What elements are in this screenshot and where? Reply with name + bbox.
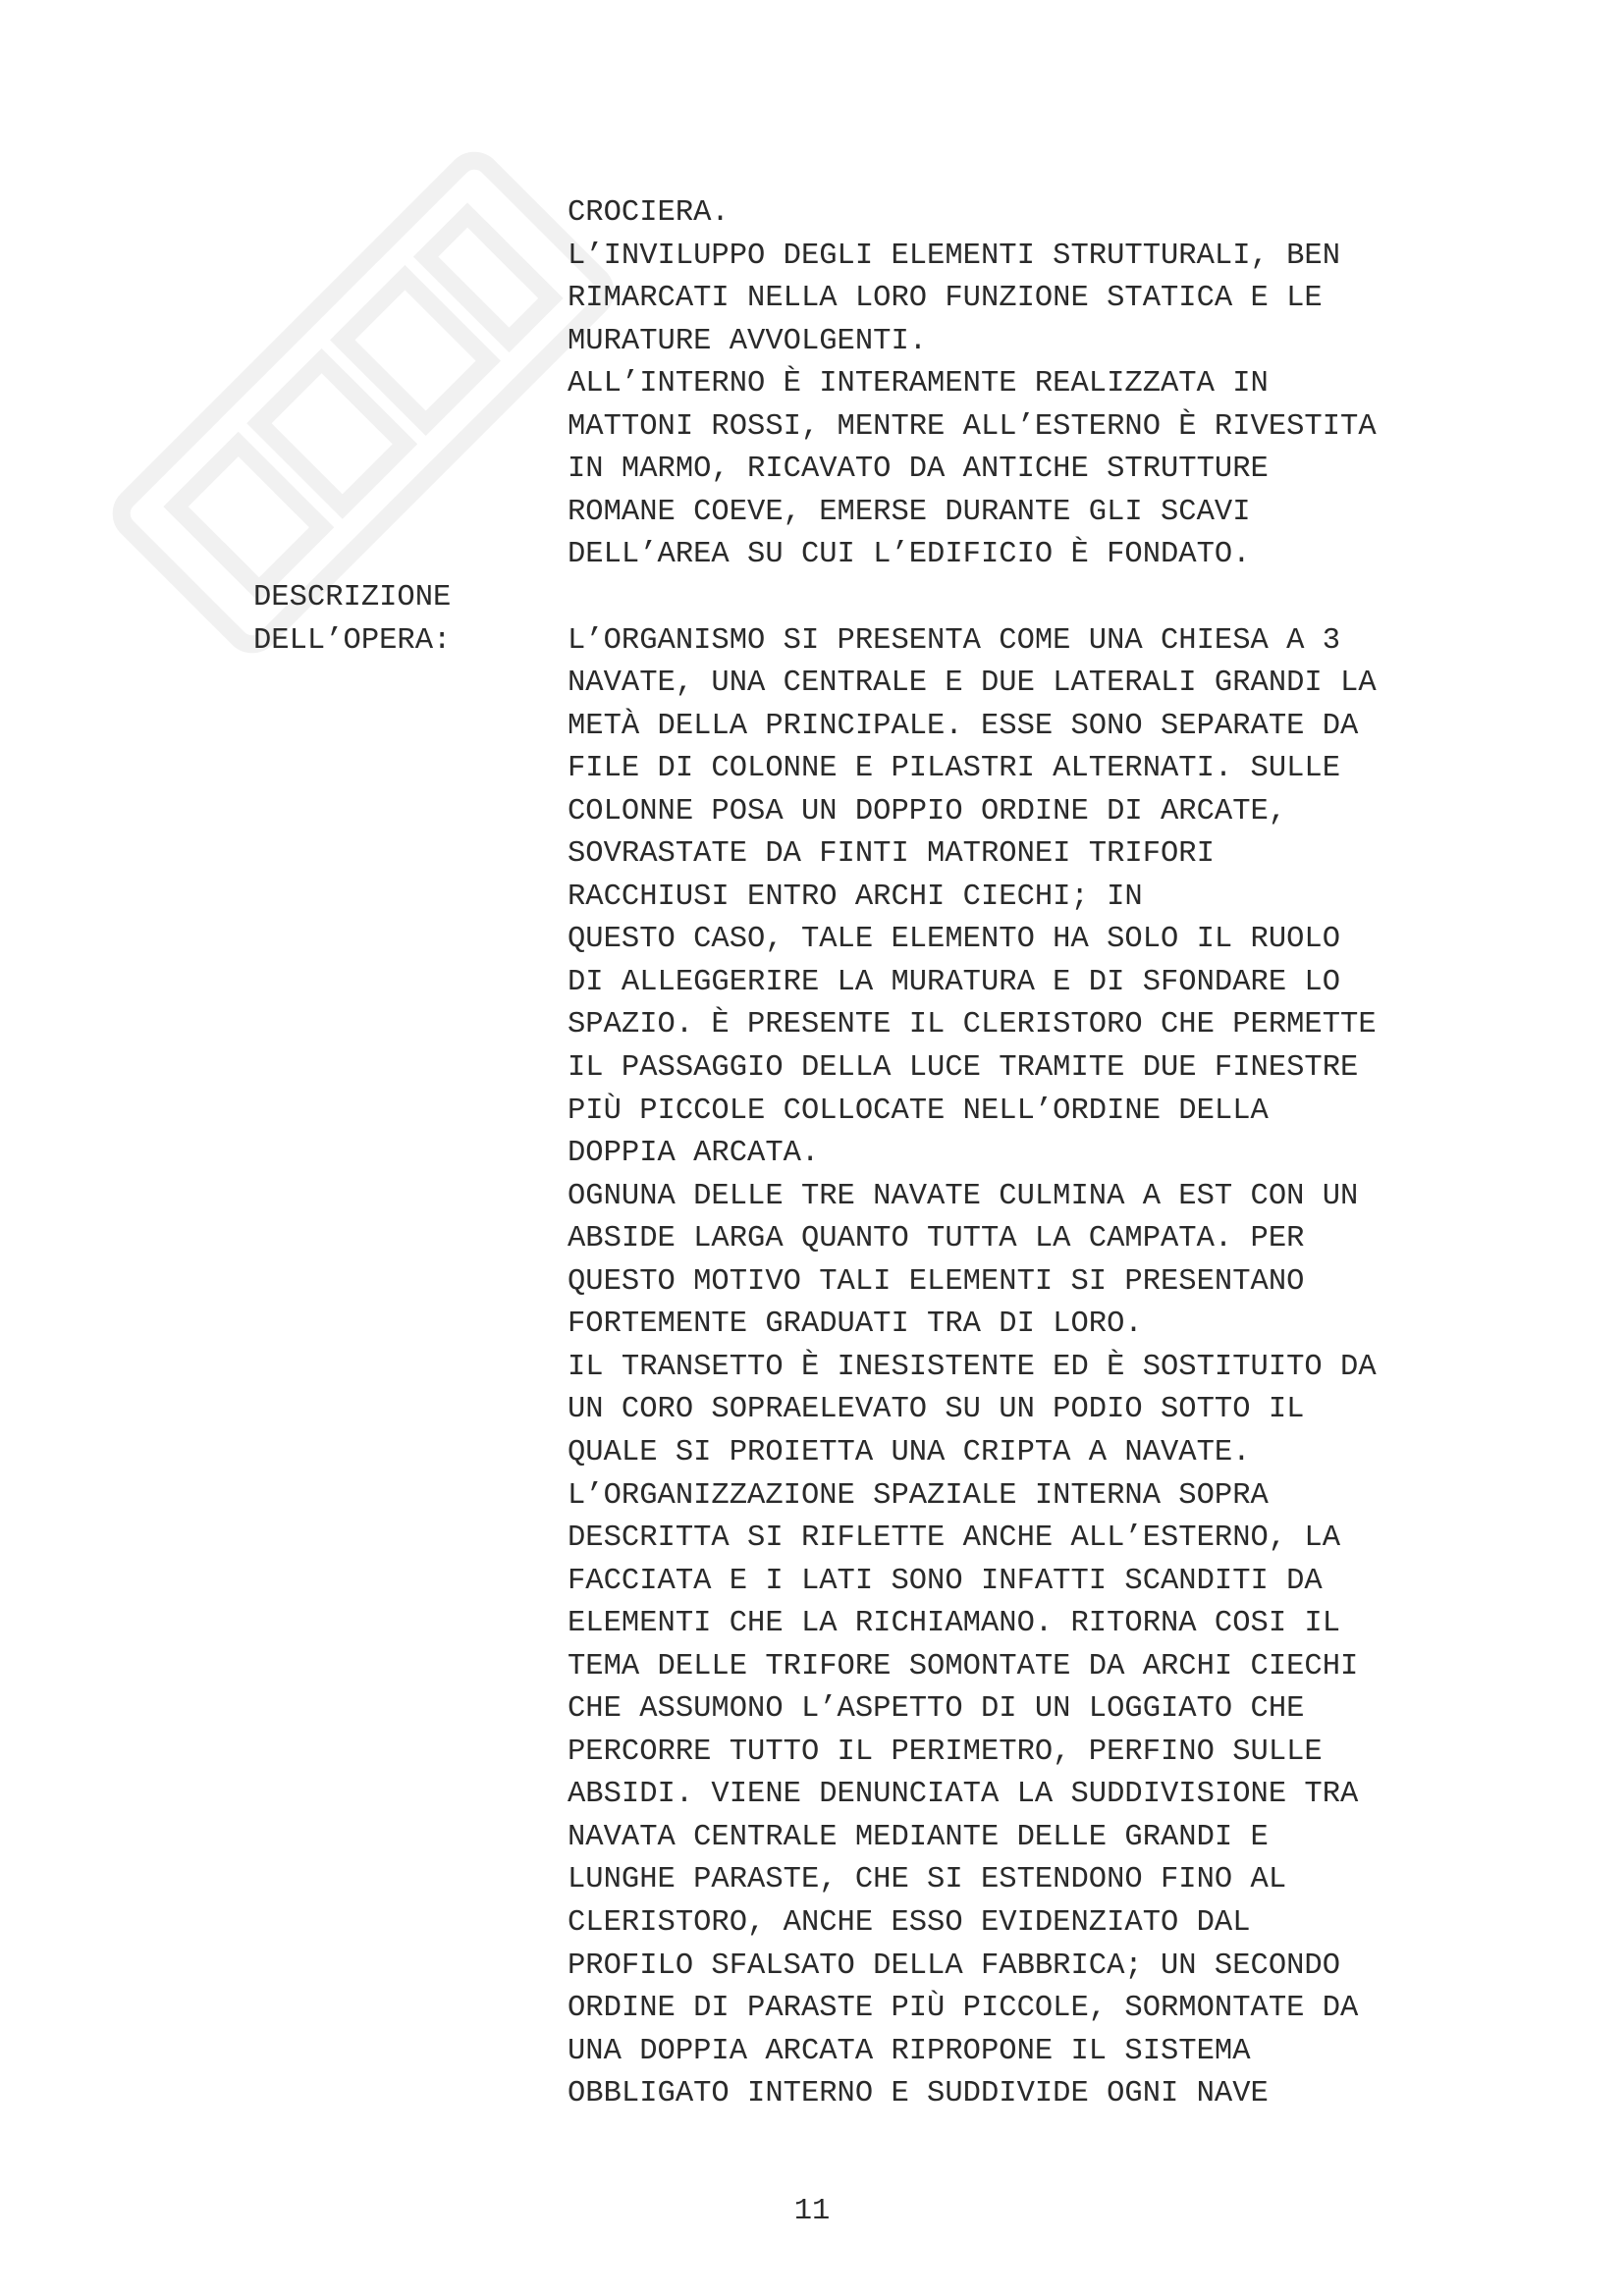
body-text-line: QUESTO CASO, TALE ELEMENTO HA SOLO IL RUOLO: [568, 923, 1341, 957]
body-text-line: LUNGHE PARASTE, CHE SI ESTENDONO FINO AL: [568, 1863, 1287, 1897]
body-text-line: QUESTO MOTIVO TALI ELEMENTI SI PRESENTANO: [568, 1264, 1305, 1299]
body-text-line: PIÙ PICCOLE COLLOCATE NELL’ORDINE DELLA: [568, 1094, 1269, 1128]
body-text-line: DOPPIA ARCATA.: [568, 1137, 820, 1171]
body-text-line: QUALE SI PROIETTA UNA CRIPTA A NAVATE.: [568, 1435, 1251, 1469]
body-text-line: OGNUNA DELLE TRE NAVATE CULMINA A EST CON UN: [568, 1179, 1359, 1213]
section-label: DELL’OPERA:: [253, 623, 452, 658]
body-text-line: ELEMENTI CHE LA RICHIAMANO. RITORNA COSI IL: [568, 1607, 1341, 1641]
body-text-line: TEMA DELLE TRIFORE SOMONTATE DA ARCHI CIECHI: [568, 1649, 1359, 1683]
body-text-line: PROFILO SFALSATO DELLA FABBRICA; UN SECONDO: [568, 1949, 1341, 1983]
body-text-line: MATTONI ROSSI, MENTRE ALL’ESTERNO È RIVESTITA: [568, 409, 1377, 444]
body-text-line: DESCRITTA SI RIFLETTE ANCHE ALL’ESTERNO, LA: [568, 1522, 1341, 1556]
body-text-line: SOVRASTATE DA FINTI MATRONEI TRIFORI: [568, 837, 1215, 872]
body-text-line: ROMANE COEVE, EMERSE DURANTE GLI SCAVI: [568, 495, 1251, 529]
body-text-line: L’ORGANIZZAZIONE SPAZIALE INTERNA SOPRA: [568, 1478, 1269, 1513]
body-text-line: METÀ DELLA PRINCIPALE. ESSE SONO SEPARATE DA: [568, 709, 1359, 743]
body-text-line: PERCORRE TUTTO IL PERIMETRO, PERFINO SULLE: [568, 1735, 1323, 1769]
body-text-line: FORTEMENTE GRADUATI TRA DI LORO.: [568, 1308, 1143, 1342]
body-text-line: NAVATE, UNA CENTRALE E DUE LATERALI GRANDI LA: [568, 667, 1377, 701]
body-text-line: COLONNE POSA UN DOPPIO ORDINE DI ARCATE,: [568, 794, 1287, 828]
body-text-line: UN CORO SOPRAELEVATO SU UN PODIO SOTTO IL: [568, 1393, 1305, 1427]
body-text-line: IL TRANSETTO È INESISTENTE ED È SOSTITUITO DA: [568, 1350, 1377, 1384]
body-text-line: FACCIATA E I LATI SONO INFATTI SCANDITI DA: [568, 1564, 1323, 1598]
section-label: DESCRIZIONE: [253, 580, 452, 614]
body-text-line: DI ALLEGGERIRE LA MURATURA E DI SFONDARE LO: [568, 965, 1341, 999]
body-text-line: RACCHIUSI ENTRO ARCHI CIECHI; IN: [568, 880, 1143, 914]
body-text-line: IN MARMO, RICAVATO DA ANTICHE STRUTTURE: [568, 453, 1269, 487]
body-text-line: RIMARCATI NELLA LORO FUNZIONE STATICA E LE: [568, 282, 1323, 316]
body-text-line: CROCIERA.: [568, 196, 730, 230]
body-text-line: SPAZIO. È PRESENTE IL CLERISTORO CHE PERMETTE: [568, 1008, 1377, 1042]
body-text-line: ABSIDI. VIENE DENUNCIATA LA SUDDIVISIONE TRA: [568, 1778, 1359, 1812]
body-text-line: UNA DOPPIA ARCATA RIPROPONE IL SISTEMA: [568, 2034, 1251, 2068]
body-text-line: NAVATA CENTRALE MEDIANTE DELLE GRANDI E: [568, 1820, 1269, 1854]
body-text-line: DELL’AREA SU CUI L’EDIFICIO È FONDATO.: [568, 538, 1251, 572]
body-text-line: IL PASSAGGIO DELLA LUCE TRAMITE DUE FINESTRE: [568, 1051, 1359, 1085]
page-number: 11: [793, 2195, 831, 2228]
body-text-line: L’ORGANISMO SI PRESENTA COME UNA CHIESA A 3: [568, 623, 1341, 658]
body-text-line: L’INVILUPPO DEGLI ELEMENTI STRUTTURALI, BEN: [568, 239, 1341, 273]
body-text-line: OBBLIGATO INTERNO E SUDDIVIDE OGNI NAVE: [568, 2077, 1269, 2111]
body-text-line: MURATURE AVVOLGENTI.: [568, 324, 928, 358]
body-text-line: FILE DI COLONNE E PILASTRI ALTERNATI. SULLE: [568, 752, 1341, 786]
body-text-line: CHE ASSUMONO L’ASPETTO DI UN LOGGIATO CHE: [568, 1692, 1305, 1727]
body-text-line: ABSIDE LARGA QUANTO TUTTA LA CAMPATA. PER: [568, 1222, 1305, 1256]
body-text-line: CLERISTORO, ANCHE ESSO EVIDENZIATO DAL: [568, 1906, 1251, 1940]
body-text-line: ORDINE DI PARASTE PIÙ PICCOLE, SORMONTATE DA: [568, 1992, 1359, 2026]
body-text-line: ALL’INTERNO È INTERAMENTE REALIZZATA IN: [568, 367, 1269, 401]
